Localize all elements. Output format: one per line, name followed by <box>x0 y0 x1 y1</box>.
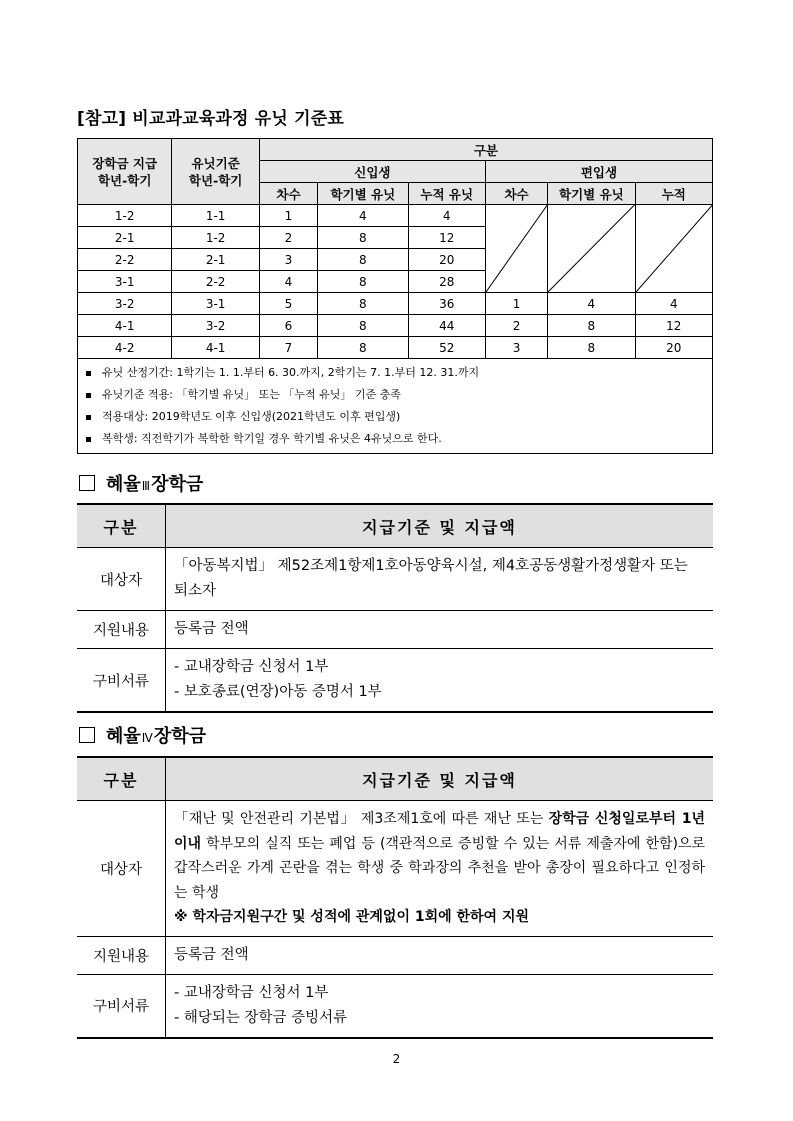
table-cell: 2 <box>485 315 547 337</box>
section4-target-text-rest: 학부모의 실직 또는 폐업 등 (객관적으로 증빙할 수 있는 서류 제출자에 한함)으로 갑작스러운 가계 곤란을 겪는 학생 중 학과장의 추천을 받아 총장이 필요하다고 인정하는 학생 <box>174 835 705 901</box>
section4-header-value: 지급기준 및 지급액 <box>166 757 714 801</box>
table-cell: 2 <box>259 227 317 249</box>
table-cell: 6 <box>259 315 317 337</box>
table-cell: 36 <box>408 293 485 315</box>
section4-header-label: 구분 <box>77 757 166 801</box>
table-cell: 8 <box>318 271 408 293</box>
section4-target-note: ※ 학자금지원구간 및 성적에 관계없이 1회에 한하여 지원 <box>174 909 529 925</box>
header-transfer-student: 편입생 <box>485 161 712 183</box>
table-cell: 4 <box>318 205 408 227</box>
table-cell: 3-1 <box>78 271 172 293</box>
header-semester-unit: 학기별 유닛 <box>318 183 408 205</box>
reference-title: [참고] 비교과교육과정 유닛 기준표 <box>77 109 345 129</box>
section4-support-value: 등록금 전액 <box>166 936 714 974</box>
table-cell: 7 <box>259 337 317 359</box>
table-cell: 2-1 <box>172 249 259 271</box>
section3-doc-line: - 교내장학금 신청서 1부 <box>174 659 329 675</box>
table-cell: 3 <box>259 249 317 271</box>
table-cell: 3-2 <box>172 315 259 337</box>
table-cell: 2-1 <box>78 227 172 249</box>
table-cell: 52 <box>408 337 485 359</box>
table-cell: 4-1 <box>78 315 172 337</box>
table-cell: 20 <box>408 249 485 271</box>
note-item <box>84 428 706 450</box>
section4-doc-line: - 해당되는 장학금 증빙서류 <box>174 1009 348 1026</box>
note-item <box>84 406 706 428</box>
table-cell: 5 <box>259 293 317 315</box>
unit-criteria-table <box>77 138 713 454</box>
page-number: 2 <box>392 1052 401 1066</box>
table-cell: 44 <box>408 315 485 337</box>
table-row <box>78 205 713 227</box>
section4-title-prefix: 혜율 <box>106 726 141 747</box>
section3-header-value: 지급기준 및 지급액 <box>166 504 714 548</box>
section4-target-emphasis: 장학금 신청일로부터 1년 이내 <box>174 811 706 852</box>
section4-support-label: 지원내용 <box>77 936 166 974</box>
section4-title <box>79 722 206 748</box>
section3-title <box>79 470 203 496</box>
section3-header-label: 구분 <box>77 504 166 548</box>
table-cell: 8 <box>318 315 408 337</box>
section4-doc-line: - 교내장학금 신청서 1부 <box>174 984 329 1001</box>
table-cell: 3 <box>485 337 547 359</box>
diagonal-empty-cell <box>548 205 635 293</box>
note-text: 유닛 산정기간: 1학기는 1. 1.부터 6. 30.까지, 2학기는 7. 1.부터 12. 31.까지 <box>102 366 480 379</box>
section4-docs-label: 구비서류 <box>77 974 166 1038</box>
section3-support-label: 지원내용 <box>77 611 166 649</box>
table-cell: 12 <box>408 227 485 249</box>
table-cell: 12 <box>635 315 712 337</box>
header-group: 구분 <box>259 139 712 161</box>
table-cell: 20 <box>635 337 712 359</box>
square-bullet-icon <box>86 371 91 376</box>
section4-roman: Ⅳ <box>141 731 153 745</box>
table-cell: 8 <box>548 337 635 359</box>
diagonal-empty-cell <box>485 205 547 293</box>
note-text: 유닛기준 적용: 「학기별 유닛」 또는 「누적 유닛」 기준 충족 <box>102 388 401 401</box>
section3-table <box>77 503 713 713</box>
table-cell: 1 <box>485 293 547 315</box>
table-row <box>78 315 713 337</box>
header-transfer-semester-unit: 학기별 유닛 <box>548 183 635 205</box>
table-cell: 8 <box>548 315 635 337</box>
table-cell: 8 <box>318 337 408 359</box>
table-row <box>78 293 713 315</box>
table-cell: 3-1 <box>172 293 259 315</box>
table-cell: 8 <box>318 293 408 315</box>
section3-docs-label: 구비서류 <box>77 649 166 713</box>
table-cell: 1-1 <box>172 205 259 227</box>
section4-target-text: 「재난 및 안전관리 기본법」 제3조제1호에 따른 재난 또는 <box>174 811 549 827</box>
table-cell: 1-2 <box>78 205 172 227</box>
section3-support-value: 등록금 전액 <box>166 611 714 649</box>
header-new-student: 신입생 <box>259 161 485 183</box>
square-bullet-icon <box>86 415 91 420</box>
table-cell: 8 <box>318 227 408 249</box>
note-item <box>84 362 706 384</box>
table-cell: 4 <box>635 293 712 315</box>
table-cell: 1-2 <box>172 227 259 249</box>
section4-title-suffix: 장학금 <box>153 726 207 747</box>
note-item <box>84 384 706 406</box>
square-bullet-icon <box>86 393 91 398</box>
table-cell: 2-2 <box>172 271 259 293</box>
header-unit-semester: 유닛기준 학년-학기 <box>172 139 259 205</box>
diagonal-empty-cell <box>635 205 712 293</box>
section3-docs-value <box>166 649 714 713</box>
checkbox-square-icon <box>79 727 95 743</box>
header-round: 차수 <box>259 183 317 205</box>
table-cell: 2-2 <box>78 249 172 271</box>
table-cell: 4-1 <box>172 337 259 359</box>
section3-title-suffix: 장학금 <box>151 474 204 495</box>
table-cell: 8 <box>318 249 408 271</box>
section3-title-prefix: 혜율 <box>106 474 141 495</box>
section3-doc-line: - 보호종료(연장)아동 증명서 1부 <box>174 684 382 700</box>
section3-target-label: 대상자 <box>77 548 166 611</box>
table-cell: 3-2 <box>78 293 172 315</box>
table-cell: 4 <box>408 205 485 227</box>
section4-target-value <box>166 801 714 937</box>
note-text: 적용대상: 2019학년도 이후 신입생(2021학년도 이후 편입생) <box>102 410 401 423</box>
header-cumulative-unit: 누적 유닛 <box>408 183 485 205</box>
table-cell: 28 <box>408 271 485 293</box>
table-cell: 4 <box>548 293 635 315</box>
section3-roman: Ⅲ <box>141 479 151 493</box>
section4-table <box>77 756 713 1039</box>
header-transfer-cumulative: 누적 <box>635 183 712 205</box>
header-pay-semester: 장학금 지급 학년-학기 <box>78 139 172 205</box>
table-cell: 1 <box>259 205 317 227</box>
note-text: 복학생: 직전학기가 복학한 학기일 경우 학기별 유닛은 4유닛으로 한다. <box>102 432 442 445</box>
table-cell: 4-2 <box>78 337 172 359</box>
section4-target-label: 대상자 <box>77 801 166 937</box>
section3-target-value: 「아동복지법」 제52조제1항제1호아동양육시설, 제4호공동생활가정생활자 또는 퇴소자 <box>166 548 714 611</box>
header-transfer-round: 차수 <box>485 183 547 205</box>
section4-docs-value <box>166 974 714 1038</box>
table-notes <box>78 359 713 454</box>
table-cell: 4 <box>259 271 317 293</box>
checkbox-square-icon <box>79 475 95 491</box>
square-bullet-icon <box>86 437 91 442</box>
table-row <box>78 337 713 359</box>
